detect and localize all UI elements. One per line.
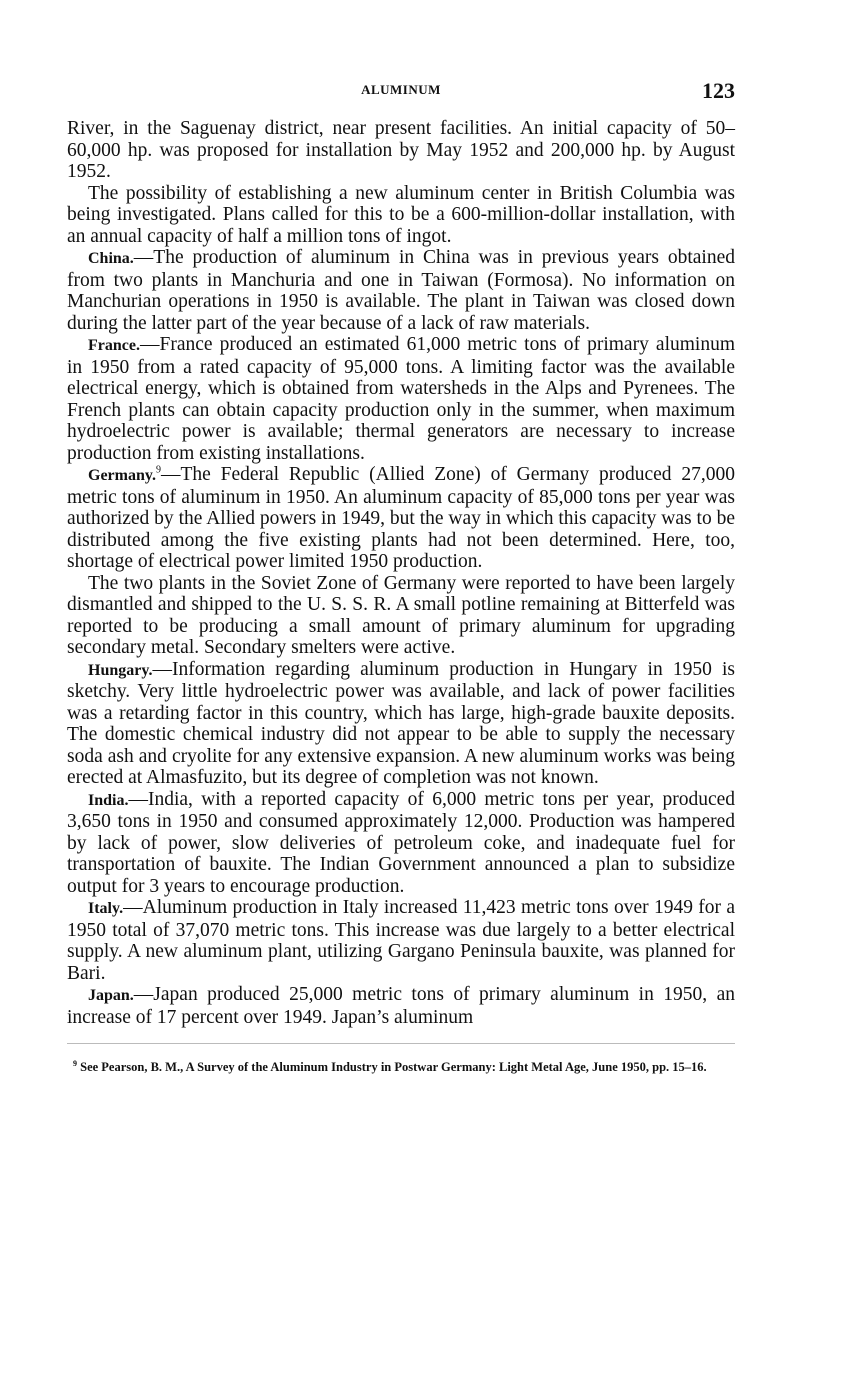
paragraph-saguenay-continuation: [67, 118, 735, 183]
footnote-text: See Pearson, B. M., A Survey of the Aluminum Industry in Postwar Germany: Light Metal Age, June 1950, pp. 15–16.: [80, 1060, 707, 1074]
paragraph-text: —Japan produced 25,000 metric tons of primary aluminum in 1950, an increase of 17 percent over 1949. Japan’s aluminum: [67, 984, 735, 1028]
paragraph-india: [67, 789, 735, 898]
paragraph-text: —Aluminum production in Italy increased 11,423 metric tons over 1949 for a 1950 total of 37,070 metric tons. This increase was due largely to a better electrical supply. A new aluminum plant, utilizing Gargano Peninsula bauxite, was planned for Bari.: [67, 897, 735, 984]
paragraph-text: The possibility of establishing a new aluminum center in British Columbia was being investigated. Plans called for this to be a 600-million-dollar installation, with an annual capacity of half a million tons of ingot.: [67, 182, 735, 247]
paragraph-france: [67, 334, 735, 464]
paragraph-text: River, in the Saguenay district, near present facilities. An initial capacity of 50–60,000 hp. was proposed for installation by May 1952 and 200,000 hp. by August 1952.: [67, 118, 735, 182]
paragraph-text: —Information regarding aluminum production in Hungary in 1950 is sketchy. Very little hydroelectric power was available, and lack of power facilities was a retarding factor in this country, which has large, high-grade bauxite deposits. The domestic chemical industry did not appear to be able to supply the necessary soda ash and cryolite for any extensive expansion. A new aluminum works was being erected at Almasfuzito, but its degree of completion was not known.: [67, 658, 735, 788]
running-head: [67, 78, 735, 108]
paragraph-text: —France produced an estimated 61,000 metric tons of primary aluminum in 1950 from a rated capacity of 95,000 tons. A limiting factor was the available electrical energy, which is obtained from watersheds in the Alps and Pyrenees. The French plants can obtain capacity production only in the summer, when maximum hydroelectric power is available; thermal generators are necessary to increase production from existing installations.: [67, 334, 735, 464]
footnote: [67, 1060, 735, 1075]
side-head-india: India.: [88, 791, 129, 809]
paragraph-british-columbia: [67, 183, 735, 248]
paragraph-text: The two plants in the Soviet Zone of Germany were reported to have been largely dismantled and shipped to the U. S. S. R. A small potline remaining at Bitterfeld was reported to be producing a small amount of primary aluminum for upgrading secondary metal. Secondary smelters were active.: [67, 572, 735, 658]
side-head-italy: Italy.: [88, 900, 124, 917]
paragraph-text: —The production of aluminum in China was in previous years obtained from two plants in Manchuria and one in Taiwan (Formosa). No information on Manchurian operations in 1950 is available. The plant in Taiwan was closed down during the latter part of the year because of a lack of raw materials.: [67, 247, 735, 334]
side-head-france: France.: [88, 337, 140, 354]
side-head-china: China.: [88, 250, 134, 267]
footnote-divider: [67, 1043, 735, 1044]
footnote-mark: 9: [73, 1058, 77, 1068]
footnote-reference: 9: [156, 464, 161, 476]
running-title: ALUMINUM: [361, 82, 441, 97]
paragraph-hungary: [67, 659, 735, 789]
paragraph-italy: [67, 897, 735, 984]
side-head-hungary: Hungary.: [88, 661, 153, 679]
side-head-germany: Germany.: [88, 467, 156, 484]
body-text: [67, 118, 735, 1028]
book-page: [67, 78, 735, 1088]
page-number: 123: [702, 78, 735, 103]
side-head-japan: Japan.: [88, 987, 134, 1004]
paragraph-text: —The Federal Republic (Allied Zone) of Germany produced 27,000 metric tons of aluminum in 1950. An aluminum capacity of 85,000 tons per year was authorized by the Allied powers in 1949, but the way in which this capacity was to be distributed among the five existing plants had not been determined. Here, too, shortage of electrical power limited 1950 production.: [67, 464, 735, 572]
paragraph-china: [67, 247, 735, 334]
paragraph-germany: [67, 464, 735, 573]
paragraph-text: —India, with a reported capacity of 6,000 metric tons per year, produced 3,650 tons in 1950 and consumed approximately 12,000. Production was hampered by lack of power, slow deliveries of petroleum coke, and inadequate fuel for transportation of bauxite. The Indian Government announced a plan to subsidize output for 3 years to encourage production.: [67, 788, 735, 897]
paragraph-soviet-zone: [67, 573, 735, 659]
paragraph-japan: [67, 984, 735, 1028]
